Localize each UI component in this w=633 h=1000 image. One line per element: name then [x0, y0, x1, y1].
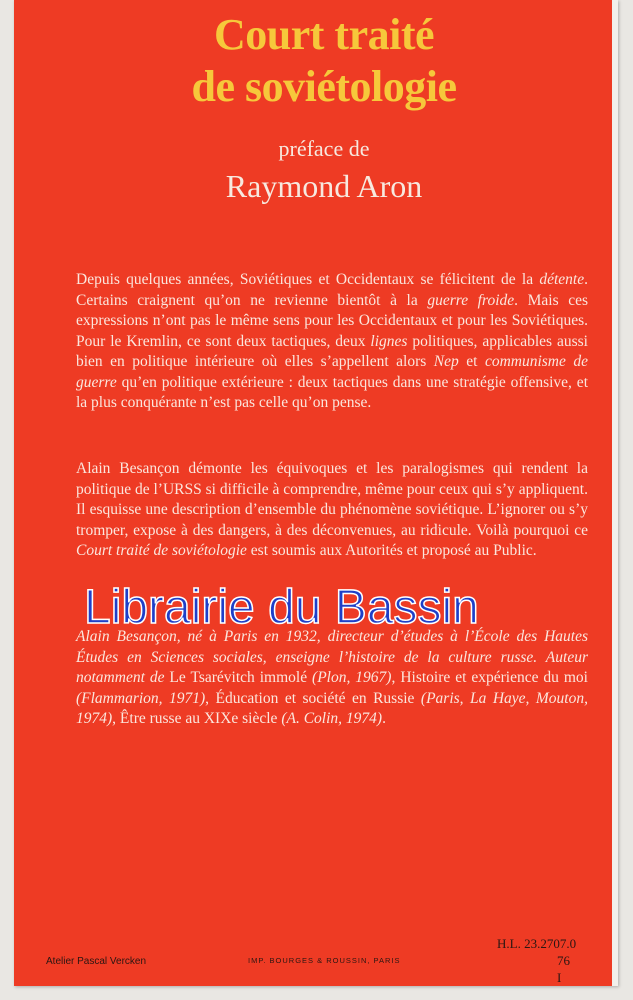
- cover-designer-credit: Atelier Pascal Vercken: [46, 956, 147, 967]
- catalog-code-line-1: H.L. 23.2707.0: [497, 936, 577, 951]
- author-bio-paragraph: Alain Besançon, né à Paris en 1932, directeur d’études à l’École des Hautes Études en Sciences sociales, enseigne l’histoire de la culture russe. Auteur notamment de Le Tsarévitch immolé (Plon, 1967), Histoire et expérience du moi (Flammarion, 1971), Éducation et société en Russie (Paris, La Haye, Mouton, 1974), Être russe au XIXe siècle (A. Colin, 1974).: [76, 628, 588, 727]
- bookseller-watermark: Librairie du Bassin: [84, 581, 479, 634]
- catalog-code-line-2: 76 I: [557, 953, 570, 985]
- book-title-line-2: de soviétologie: [191, 62, 457, 111]
- catalog-reference: [497, 935, 577, 985]
- blurb-paragraph-2: Alain Besançon démonte les équivoques et les paralogismes qui rendent la politique de l’URSS si difficile à comprendre, même pour ceux qui s’y appliquent. Il esquisse une description d’ensemble du phénomène soviétique. L’ignorer ou s’y tromper, expose à des dangers, à des déconvenues, au ridicule. Voilà pourquoi ce Court traité de soviétologie est soumis aux Autorités et proposé au Public.: [76, 460, 588, 559]
- book-back-cover: [14, 0, 618, 986]
- preface-author: Raymond Aron: [225, 168, 423, 204]
- printer-credit: IMP. BOURGES & ROUSSIN, PARIS: [248, 956, 401, 965]
- blurb-paragraph-1: Depuis quelques années, Soviétiques et Occidentaux se félicitent de la détente. Certains craignent qu’on ne revienne bientôt à la guerre froide. Mais ces expressions n’ont pas le même sens pour les Occidentaux et pour les Soviétiques. Pour le Kremlin, ce sont deux tactiques, deux lignes politiques, applicables aussi bien en politique intérieure où elles s’appellent alors Nep et communisme de guerre qu’en politique extérieure : deux tactiques dans une stratégie offensive, et la plus conquérante n’est pas celle qu’on pense.: [76, 271, 589, 411]
- preface-label: préface de: [278, 136, 370, 161]
- book-title-line-1: Court traité: [213, 10, 434, 59]
